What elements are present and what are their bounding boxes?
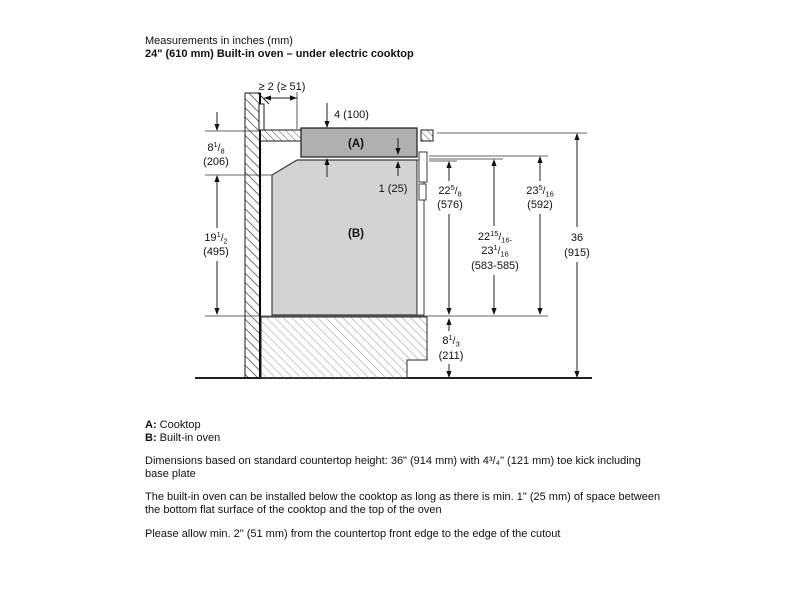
dim-cooktop-oven-gap-label: 1 (25): [378, 183, 408, 195]
installation-diagram: [140, 70, 660, 415]
note-min-gap: The built-in oven can be installed below the cooktop as long as there is min. 1" (25 mm) of space between the bottom flat surface of the cooktop and the top of the oven: [145, 491, 661, 516]
dim-583-mm: (583-585): [471, 260, 519, 272]
legend-key-a: A:: [145, 419, 157, 431]
dim-206-mm: (206): [203, 156, 229, 168]
legend-key-b: B:: [145, 432, 157, 444]
dim-cutout-range: [471, 159, 519, 315]
legend-label-b: Built-in oven: [159, 432, 221, 444]
legend-label-a: Cooktop: [159, 419, 201, 431]
page-title: 24" (610 mm) Built-in oven – under electric cooktop: [145, 48, 414, 60]
parts-legend: [145, 419, 220, 445]
dim-915-mm: (915): [564, 247, 590, 259]
dim-583-inches-a: $22^{15}/_{16-}$: [477, 229, 513, 245]
measurement-units-note: Measurements in inches (mm): [145, 35, 293, 47]
dim-211-inches: $8^1/_3$: [442, 333, 460, 349]
dim-front-clearance: [258, 81, 305, 104]
dim-211-mm: (211): [438, 350, 464, 362]
countertop-left-section: [260, 130, 301, 141]
dim-cooktop-height-label: 4 (100): [334, 109, 369, 121]
dim-576-mm: (576): [437, 199, 463, 211]
dim-915-inches: 36: [570, 232, 584, 244]
dim-cutout-height: [526, 156, 554, 315]
dim-countertop-height: [564, 133, 590, 378]
dim-countertop-to-oven-top: [203, 112, 229, 228]
dim-oven-height: [437, 161, 463, 315]
wall-cleat: [259, 104, 264, 130]
dim-592-inches: $23^5/_{16}$: [526, 183, 554, 199]
dim-495-mm: (495): [203, 246, 229, 258]
cooktop-label: (A): [348, 138, 364, 150]
oven-side-rail-upper: [419, 152, 427, 182]
dim-576-inches: $22^5/_8$: [438, 183, 462, 199]
dim-oven-niche-height: [203, 230, 229, 315]
page-header: [145, 35, 414, 61]
wall-section: [245, 93, 260, 378]
dim-583-inches-b: $23^1/_{16}$: [481, 243, 509, 259]
legend-item-a: [145, 419, 220, 432]
dim-206-inches: $8^1/_8$: [207, 140, 225, 156]
oven-front-panel: [417, 160, 424, 315]
base-plate-section: [261, 317, 427, 378]
oven-side-rail-lower: [419, 184, 426, 200]
dim-592-mm: (592): [527, 199, 553, 211]
dim-front-clearance-label: ≥ 2 (≥ 51): [258, 81, 306, 93]
oven-label: (B): [348, 228, 364, 240]
note-front-clearance: Please allow min. 2" (51 mm) from the countertop front edge to the edge of the cutout: [145, 528, 561, 540]
dim-toe-kick-height: [439, 318, 464, 378]
countertop-right-section: [421, 130, 433, 141]
dim-495-inches: $19^1/_2$: [204, 230, 228, 246]
note-countertop-height: Dimensions based on standard countertop height: 36" (914 mm) with 4³/₄" (121 mm) toe kick including base plate: [145, 455, 641, 480]
legend-item-b: [145, 432, 220, 445]
